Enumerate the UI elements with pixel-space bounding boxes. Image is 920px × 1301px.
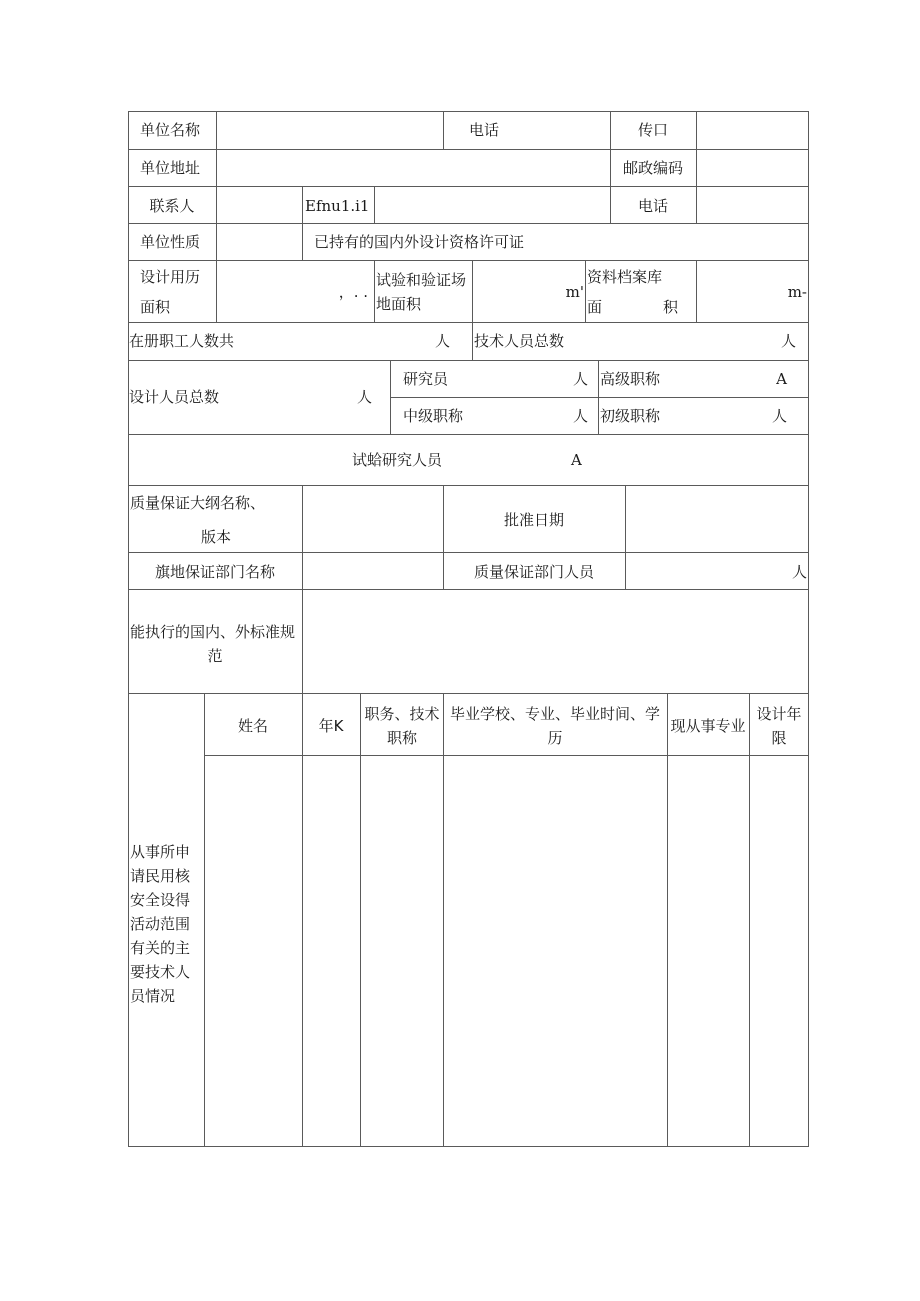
- standards-field[interactable]: [303, 590, 808, 693]
- archive-label-line2b: 积: [663, 298, 679, 316]
- row-divider: [128, 552, 809, 553]
- outer-border-bottom: [128, 1146, 809, 1147]
- design-area-value: ，. .: [338, 283, 368, 301]
- col-header-name: 姓名: [237, 717, 269, 735]
- outer-border-left: [128, 111, 129, 1147]
- design-area-label-line1: 设计用历: [140, 268, 201, 286]
- outer-border-right: [808, 111, 809, 1147]
- test-area-label-line2: 地面积: [376, 295, 422, 313]
- contact-phone-field[interactable]: [697, 187, 808, 223]
- col-divider: [696, 260, 697, 322]
- staff-total-unit: 人: [434, 332, 450, 350]
- qa-outline-field[interactable]: [303, 486, 443, 552]
- designers-total-unit: 人: [356, 388, 372, 406]
- col-divider: [472, 322, 473, 360]
- email-field[interactable]: [375, 187, 610, 223]
- junior-title-unit: 人: [771, 407, 787, 425]
- col-header-years-line2: 限: [771, 729, 787, 747]
- row-divider: [128, 260, 809, 261]
- col-header-education-line1: 毕业学校、专业、毕业时间、学: [449, 705, 661, 723]
- senior-title-label: 高级职称: [600, 370, 661, 388]
- qa-dept-name-label: 旗地保证部门名称: [154, 563, 276, 581]
- approve-date-field[interactable]: [626, 486, 808, 552]
- researcher-unit: 人: [572, 370, 588, 388]
- phone-field[interactable]: [530, 112, 610, 149]
- col-divider: [472, 260, 473, 322]
- row-divider: [128, 434, 809, 435]
- personnel-side-label-line: 从事所申: [130, 843, 191, 861]
- personnel-side-label-line: 请民用核: [130, 867, 191, 885]
- col-header-major: 现从事专业: [670, 717, 746, 735]
- col-divider: [443, 111, 444, 149]
- test-staff-label: 试蛤研究人员: [352, 451, 443, 469]
- row-divider: [128, 693, 809, 694]
- row-divider: [128, 360, 809, 361]
- personnel-side-label-line: 要技术人: [130, 963, 191, 981]
- row-divider: [390, 397, 809, 398]
- qa-outline-label-line1: 质量保证大纲名称、: [130, 494, 266, 512]
- standards-label-line2: 范: [207, 647, 223, 665]
- email-label: Efnu1.i1: [305, 197, 370, 215]
- design-area-label-line2: 面积: [140, 298, 171, 316]
- postcode-field[interactable]: [697, 150, 808, 186]
- approve-date-label: 批准日期: [503, 511, 565, 529]
- phone-label: 电话: [468, 121, 500, 139]
- designers-total-label: 设计人员总数: [129, 388, 220, 406]
- unit-name-field[interactable]: [217, 112, 443, 149]
- personnel-side-label-line: 安全设得: [130, 891, 191, 909]
- test-area-unit: m': [565, 283, 584, 301]
- archive-label-line2a: 面: [587, 298, 603, 316]
- col-divider: [598, 360, 599, 434]
- postcode-label: 邮政编码: [622, 159, 684, 177]
- col-header-age: 年K: [318, 717, 344, 735]
- unit-name-label: 单位名称: [140, 121, 201, 139]
- staff-total-label: 在册职工人数共: [129, 332, 235, 350]
- middle-title-label: 中级职称: [403, 407, 464, 425]
- col-divider: [585, 260, 586, 322]
- test-staff-unit: A: [571, 451, 582, 469]
- personnel-side-label-line: 活动范围: [130, 915, 191, 933]
- unit-nature-field[interactable]: [217, 224, 302, 260]
- license-label: 已持有的国内外设计资格许可证: [314, 233, 525, 251]
- col-header-title-line2: 职称: [386, 729, 418, 747]
- fax-label: 传口: [637, 121, 669, 139]
- col-divider: [374, 260, 375, 322]
- personnel-table-body[interactable]: [205, 756, 808, 1146]
- col-header-title-line1: 职务、技术: [364, 705, 440, 723]
- address-field[interactable]: [217, 150, 610, 186]
- test-area-label-line1: 试验和验证场: [376, 271, 467, 289]
- archive-label-line1: 资料档案库: [587, 268, 663, 286]
- qa-outline-label-line2: 版本: [200, 528, 232, 546]
- row-divider: [128, 322, 809, 323]
- researcher-label: 研究员: [403, 370, 449, 388]
- qa-dept-staff-unit: 人: [791, 563, 807, 581]
- middle-title-unit: 人: [572, 407, 588, 425]
- personnel-side-label-line: 有关的主: [130, 939, 191, 957]
- col-divider: [443, 485, 444, 589]
- personnel-side-label-line: 员情况: [130, 987, 176, 1005]
- archive-unit: m-: [787, 283, 807, 301]
- standards-label-line1: 能执行的国内、外标准规: [130, 623, 296, 641]
- tech-total-unit: 人: [780, 332, 796, 350]
- col-divider: [610, 111, 611, 223]
- contact-label: 联系人: [149, 197, 195, 215]
- contact-field[interactable]: [217, 187, 302, 223]
- col-divider: [302, 186, 303, 260]
- qa-dept-staff-label: 质量保证部门人员: [473, 563, 595, 581]
- col-header-years-line1: 设计年: [756, 705, 802, 723]
- fax-field[interactable]: [697, 112, 808, 149]
- unit-nature-label: 单位性质: [140, 233, 201, 251]
- tech-total-label: 技术人员总数: [474, 332, 565, 350]
- senior-title-unit: A: [776, 370, 787, 388]
- col-header-education-line2: 历: [547, 729, 563, 747]
- col-divider: [390, 360, 391, 434]
- address-label: 单位地址: [140, 159, 201, 177]
- contact-phone-label: 电话: [637, 197, 669, 215]
- junior-title-label: 初级职称: [600, 407, 661, 425]
